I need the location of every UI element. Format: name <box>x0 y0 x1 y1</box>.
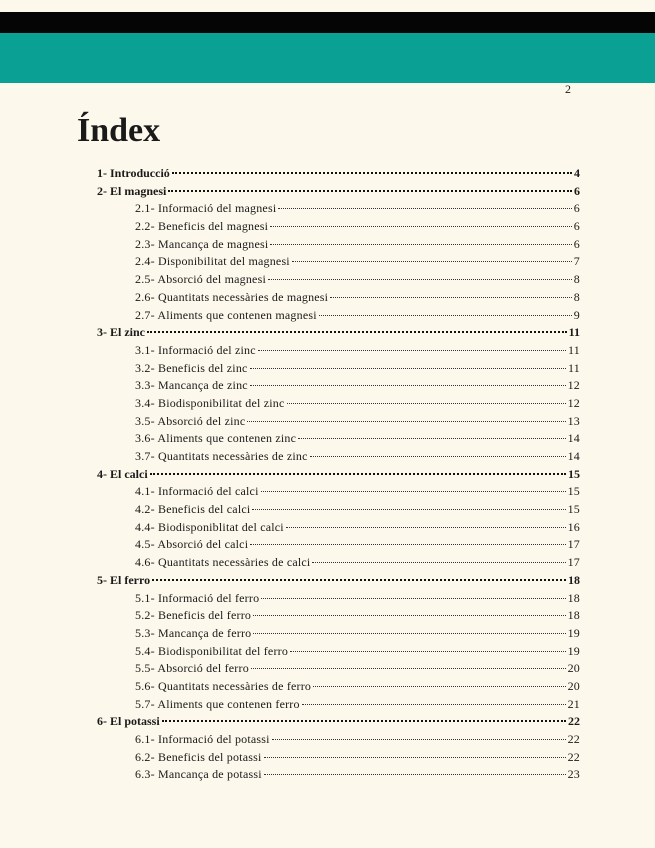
toc-entry-page: 11 <box>568 360 580 375</box>
toc-entry-label: 3.2- Beneficis del zinc <box>135 360 248 375</box>
toc-dot-leader <box>258 349 566 351</box>
toc-chapter-entry[interactable] <box>97 165 580 183</box>
toc-section-entry[interactable] <box>97 660 580 678</box>
toc-dot-leader <box>250 367 566 369</box>
toc-section-entry[interactable] <box>97 554 580 572</box>
toc-entry-label: 5.1- Informació del ferro <box>135 590 260 605</box>
toc-section-entry[interactable] <box>97 307 580 325</box>
page-number: 2 <box>565 82 571 96</box>
toc-dot-leader <box>272 738 566 740</box>
toc-entry-label: 4.4- Biodisponiblitat del calci <box>135 519 284 534</box>
toc-entry-label: 6.1- Informació del potassi <box>135 732 270 746</box>
toc-entry-page: 20 <box>567 661 580 676</box>
toc-dot-leader <box>264 773 566 775</box>
toc-entry-label: 5.3- Mancança de ferro <box>135 625 252 640</box>
toc-entry-label: 5.4- Biodisponibilitat del ferro <box>135 643 289 658</box>
toc-entry-page: 8 <box>573 289 580 304</box>
toc-chapter-entry[interactable] <box>97 324 580 342</box>
toc-entry-page: 6 <box>573 219 580 234</box>
page-title: Índex <box>77 112 161 149</box>
toc-dot-leader <box>261 597 565 599</box>
toc-entry-page: 15 <box>567 502 580 517</box>
toc-section-entry[interactable] <box>97 271 580 289</box>
toc-dot-leader <box>147 330 567 333</box>
toc-dot-leader <box>250 543 565 545</box>
toc-entry-label: 3.1- Informació del zinc <box>135 342 256 357</box>
toc-dot-leader <box>247 420 565 422</box>
toc-section-entry[interactable] <box>97 289 580 307</box>
toc-entry-label: 4.2- Beneficis del calci <box>135 502 251 517</box>
toc-chapter-entry[interactable] <box>97 572 580 590</box>
toc-section-entry[interactable] <box>97 519 580 537</box>
toc-entry-page: 11 <box>568 325 580 340</box>
toc-dot-leader <box>172 171 572 174</box>
toc-section-entry[interactable] <box>97 607 580 625</box>
toc-entry-label: 6.2- Beneficis del potassi <box>135 749 262 764</box>
toc-section-entry[interactable] <box>97 377 580 395</box>
toc-section-entry[interactable] <box>97 731 580 749</box>
toc-section-entry[interactable] <box>97 342 580 360</box>
toc-entry-page: 6 <box>573 201 580 216</box>
toc-entry-label: 5.5- Absorció del ferro <box>135 661 249 676</box>
toc-section-entry[interactable] <box>97 413 580 431</box>
toc-entry-label: 2.3- Mancança de magnesi <box>135 236 269 251</box>
toc-entry-label: 3- El zinc <box>97 325 145 340</box>
toc-section-entry[interactable] <box>97 448 580 466</box>
toc-entry-page: 20 <box>567 678 580 693</box>
toc-dot-leader <box>302 703 566 705</box>
toc-entry-label: 3.6- Aliments que contenen zinc <box>135 431 297 446</box>
toc-section-entry[interactable] <box>97 430 580 448</box>
toc-entry-page: 18 <box>568 572 580 587</box>
toc-dot-leader <box>152 578 566 581</box>
toc-chapter-entry[interactable] <box>97 466 580 484</box>
toc-section-entry[interactable] <box>97 625 580 643</box>
toc-dot-leader <box>268 278 572 280</box>
toc-dot-leader <box>251 667 566 669</box>
toc-dot-leader <box>250 384 566 386</box>
toc-dot-leader <box>278 207 571 209</box>
toc-entry-label: 2.2- Beneficis del magnesi <box>135 219 269 234</box>
toc-entry-label: 1- Introducció <box>97 166 170 180</box>
toc-entry-page: 22 <box>568 714 580 729</box>
toc-dot-leader <box>298 437 565 439</box>
toc-entry-label: 6- El potassi <box>97 714 160 729</box>
toc-section-entry[interactable] <box>97 643 580 661</box>
toc-entry-label: 3.7- Quantitats necessàries de zinc <box>135 449 308 463</box>
toc-entry-page: 9 <box>573 307 580 322</box>
toc-entry-page: 11 <box>568 342 580 357</box>
header-black-band <box>0 12 655 33</box>
toc-dot-leader <box>253 614 566 616</box>
toc-section-entry[interactable] <box>97 200 580 218</box>
toc-section-entry[interactable] <box>97 678 580 696</box>
toc-entry-label: 5- El ferro <box>97 572 151 587</box>
toc-entry-page: 4 <box>574 166 580 180</box>
toc-dot-leader <box>312 561 565 563</box>
toc-entry-page: 18 <box>567 590 580 605</box>
toc-section-entry[interactable] <box>97 483 580 501</box>
toc-entry-label: 4- El calci <box>97 466 148 481</box>
toc-entry-label: 2.4- Disponibilitat del magnesi <box>135 254 290 269</box>
toc-section-entry[interactable] <box>97 766 580 784</box>
toc-dot-leader <box>150 472 566 475</box>
toc-dot-leader <box>252 508 565 510</box>
toc-entry-label: 2- El magnesi <box>97 183 167 198</box>
toc-entry-label: 5.2- Beneficis del ferro <box>135 608 252 623</box>
toc-entry-page: 14 <box>567 449 580 463</box>
toc-dot-leader <box>287 402 566 404</box>
toc-chapter-entry[interactable] <box>97 713 580 731</box>
toc-section-entry[interactable] <box>97 501 580 519</box>
toc-section-entry[interactable] <box>97 749 580 767</box>
toc-entry-page: 6 <box>573 236 580 251</box>
toc-entry-page: 23 <box>567 767 580 782</box>
toc-section-entry[interactable] <box>97 218 580 236</box>
toc-entry-page: 14 <box>567 431 580 446</box>
table-of-contents <box>97 165 580 784</box>
toc-dot-leader <box>270 243 571 245</box>
toc-entry-label: 4.5- Absorció del calci <box>135 537 249 552</box>
toc-dot-leader <box>162 719 566 722</box>
toc-section-entry[interactable] <box>97 395 580 413</box>
toc-entry-page: 22 <box>567 732 580 746</box>
toc-entry-page: 7 <box>573 254 580 269</box>
toc-entry-label: 3.5- Absorció del zinc <box>135 413 246 428</box>
toc-dot-leader <box>313 685 565 687</box>
toc-entry-label: 5.7- Aliments que contenen ferro <box>135 696 300 711</box>
toc-dot-leader <box>310 455 566 457</box>
toc-entry-page: 12 <box>567 395 580 410</box>
toc-entry-page: 12 <box>567 378 580 393</box>
toc-entry-label: 2.6- Quantitats necessàries de magnesi <box>135 289 329 304</box>
toc-entry-page: 17 <box>567 555 580 570</box>
toc-entry-page: 21 <box>567 696 580 711</box>
toc-entry-page: 15 <box>567 484 580 499</box>
toc-chapter-entry[interactable] <box>97 183 580 201</box>
toc-entry-page: 19 <box>567 625 580 640</box>
toc-section-entry[interactable] <box>97 236 580 254</box>
toc-dot-leader <box>292 260 572 262</box>
toc-dot-leader <box>261 490 566 492</box>
header-teal-band <box>0 33 655 96</box>
toc-section-entry[interactable] <box>97 253 580 271</box>
toc-dot-leader <box>168 189 572 192</box>
toc-entry-page: 15 <box>568 466 580 481</box>
toc-entry-label: 6.3- Mancança de potassi <box>135 767 262 782</box>
toc-entry-page: 8 <box>573 272 580 287</box>
toc-section-entry[interactable] <box>97 590 580 608</box>
toc-entry-label: 2.5- Absorció del magnesi <box>135 272 266 287</box>
toc-dot-leader <box>286 526 566 528</box>
toc-entry-page: 17 <box>567 537 580 552</box>
toc-entry-label: 3.4- Biodisponibilitat del zinc <box>135 395 285 410</box>
toc-section-entry[interactable] <box>97 360 580 378</box>
toc-entry-page: 16 <box>567 519 580 534</box>
toc-dot-leader <box>319 314 572 316</box>
toc-entry-label: 5.6- Quantitats necessàries de ferro <box>135 678 312 693</box>
toc-dot-leader <box>264 756 566 758</box>
toc-entry-page: 6 <box>574 183 580 198</box>
toc-dot-leader <box>330 296 572 298</box>
toc-entry-label: 4.6- Quantitats necessàries de calci <box>135 555 311 570</box>
toc-dot-leader <box>253 632 565 634</box>
toc-entry-label: 2.7- Aliments que contenen magnesi <box>135 307 317 322</box>
toc-entry-page: 22 <box>567 749 580 764</box>
toc-dot-leader <box>290 650 566 652</box>
toc-entry-page: 18 <box>567 608 580 623</box>
toc-entry-label: 2.1- Informació del magnesi <box>135 201 277 216</box>
toc-entry-page: 13 <box>567 413 580 428</box>
toc-section-entry[interactable] <box>97 696 580 714</box>
toc-entry-label: 3.3- Mancança de zinc <box>135 378 248 393</box>
toc-dot-leader <box>270 225 572 227</box>
toc-section-entry[interactable] <box>97 536 580 554</box>
toc-entry-label: 4.1- Informació del calci <box>135 484 259 499</box>
toc-entry-page: 19 <box>567 643 580 658</box>
